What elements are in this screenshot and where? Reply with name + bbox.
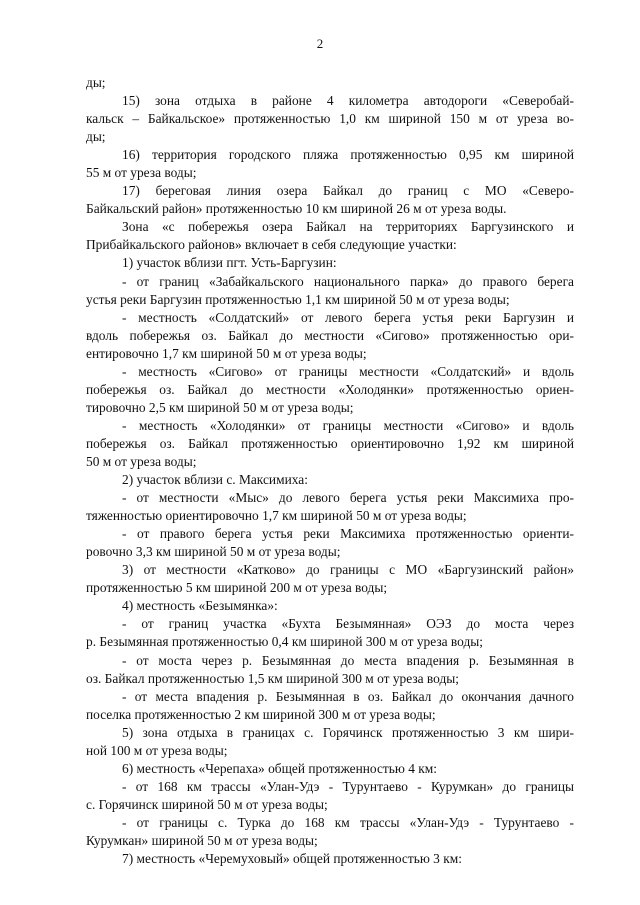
text-line: - от границ «Забайкальского национального парка» до правого берега: [122, 273, 574, 289]
text-line: побережья оз. Байкал до местности «Холодянки» протяженностью ориен-: [86, 381, 574, 397]
text-line: 17) береговая линия озера Байкал до границ с МО «Северо-: [122, 183, 574, 199]
text-line: - от правого берега устья реки Максимиха протяженностью ориенти-: [122, 526, 574, 542]
text-line: с. Горячинск шириной 50 м от уреза воды;: [86, 796, 328, 812]
text-line: - местность «Солдатский» от левого берега устья реки Баргузин и: [122, 309, 574, 325]
text-line: - от моста через р. Безымянная до места впадения р. Безымянная в: [122, 652, 574, 668]
text-line: - местность «Холодянки» от границы местности «Сигово» и вдоль: [122, 417, 574, 433]
text-line: 1) участок вблизи пгт. Усть-Баргузин:: [122, 255, 337, 271]
text-line: побережья оз. Байкал протяженностью ориентировочно 1,92 км шириной: [86, 435, 574, 451]
text-line: кальск – Байкальское» протяженностью 1,0 км шириной 150 м от уреза во-: [86, 111, 574, 127]
text-line: - от границы с. Турка до 168 км трассы «Улан-Удэ - Турунтаево -: [122, 814, 574, 830]
text-line: - от 168 км трассы «Улан-Удэ - Турунтаево - Курумкан» до границы: [122, 778, 574, 794]
text-line: оз. Байкал протяженностью 1,5 км шириной 300 м от уреза воды;: [86, 670, 459, 686]
text-line: 5) зона отдыха в границах с. Горячинск протяженностью 3 км шири-: [122, 724, 574, 740]
text-line: ды;: [86, 75, 106, 90]
text-line: ной 100 м от уреза воды;: [86, 742, 228, 758]
text-line: 15) зона отдыха в районе 4 километра автодороги «Северобай-: [122, 93, 574, 109]
text-line: Прибайкальского районов» включает в себя следующие участки:: [86, 237, 457, 253]
text-line: поселка протяженностью 2 км шириной 300 м от уреза воды;: [86, 706, 436, 722]
text-line: 55 м от уреза воды;: [86, 165, 197, 181]
text-line: ды;: [86, 129, 106, 145]
text-line: 4) местность «Безымянка»:: [122, 598, 278, 614]
text-line: 16) территория городского пляжа протяженностью 0,95 км шириной: [122, 147, 574, 163]
text-line: 2) участок вблизи с. Максимиха:: [122, 472, 308, 488]
text-line: устья реки Баргузин протяженностью 1,1 км шириной 50 м от уреза воды;: [86, 291, 510, 307]
text-line: ентировочно 1,7 км шириной 50 м от уреза воды;: [86, 345, 367, 361]
text-line: 3) от местности «Катково» до границы с МО «Баргузинский район»: [122, 562, 574, 578]
text-line: протяженностью 5 км шириной 200 м от уреза воды;: [86, 580, 388, 596]
text-line: Зона «с побережья озера Байкал на территориях Баргузинского и: [122, 219, 574, 235]
text-line: Байкальский район» протяженностью 10 км шириной 26 м от уреза воды.: [86, 201, 507, 217]
text-line: - от местности «Мыс» до левого берега устья реки Максимиха про-: [122, 490, 574, 506]
text-line: 50 м от уреза воды;: [86, 453, 197, 469]
text-line: Курумкан» шириной 50 м от уреза воды;: [86, 832, 318, 848]
text-line: ровочно 3,3 км шириной 50 м от уреза воды;: [86, 544, 341, 560]
text-line: вдоль побережья оз. Байкал до местности «Сигово» протяженностью ори-: [86, 327, 574, 343]
text-line: - от границ участка «Бухта Безымянная» ОЭЗ до моста через: [122, 616, 574, 632]
text-line: - местность «Сигово» от границы местности «Солдатский» и вдоль: [122, 363, 574, 379]
document-body: [86, 74, 574, 868]
page-number: 2: [316, 36, 324, 51]
text-line: тяженностью ориентировочно 1,7 км шириной 50 м от уреза воды;: [86, 508, 467, 524]
text-line: - от места впадения р. Безымянная в оз. Байкал до окончания дачного: [122, 688, 574, 704]
text-line: 6) местность «Черепаха» общей протяженностью 4 км:: [122, 760, 437, 776]
text-line: 7) местность «Черемуховый» общей протяженностью 3 км:: [122, 851, 462, 867]
text-line: тировочно 2,5 км шириной 50 м от уреза воды;: [86, 399, 354, 415]
text-line: р. Безымянная протяженностью 0,4 км шириной 300 м от уреза воды;: [86, 634, 483, 650]
